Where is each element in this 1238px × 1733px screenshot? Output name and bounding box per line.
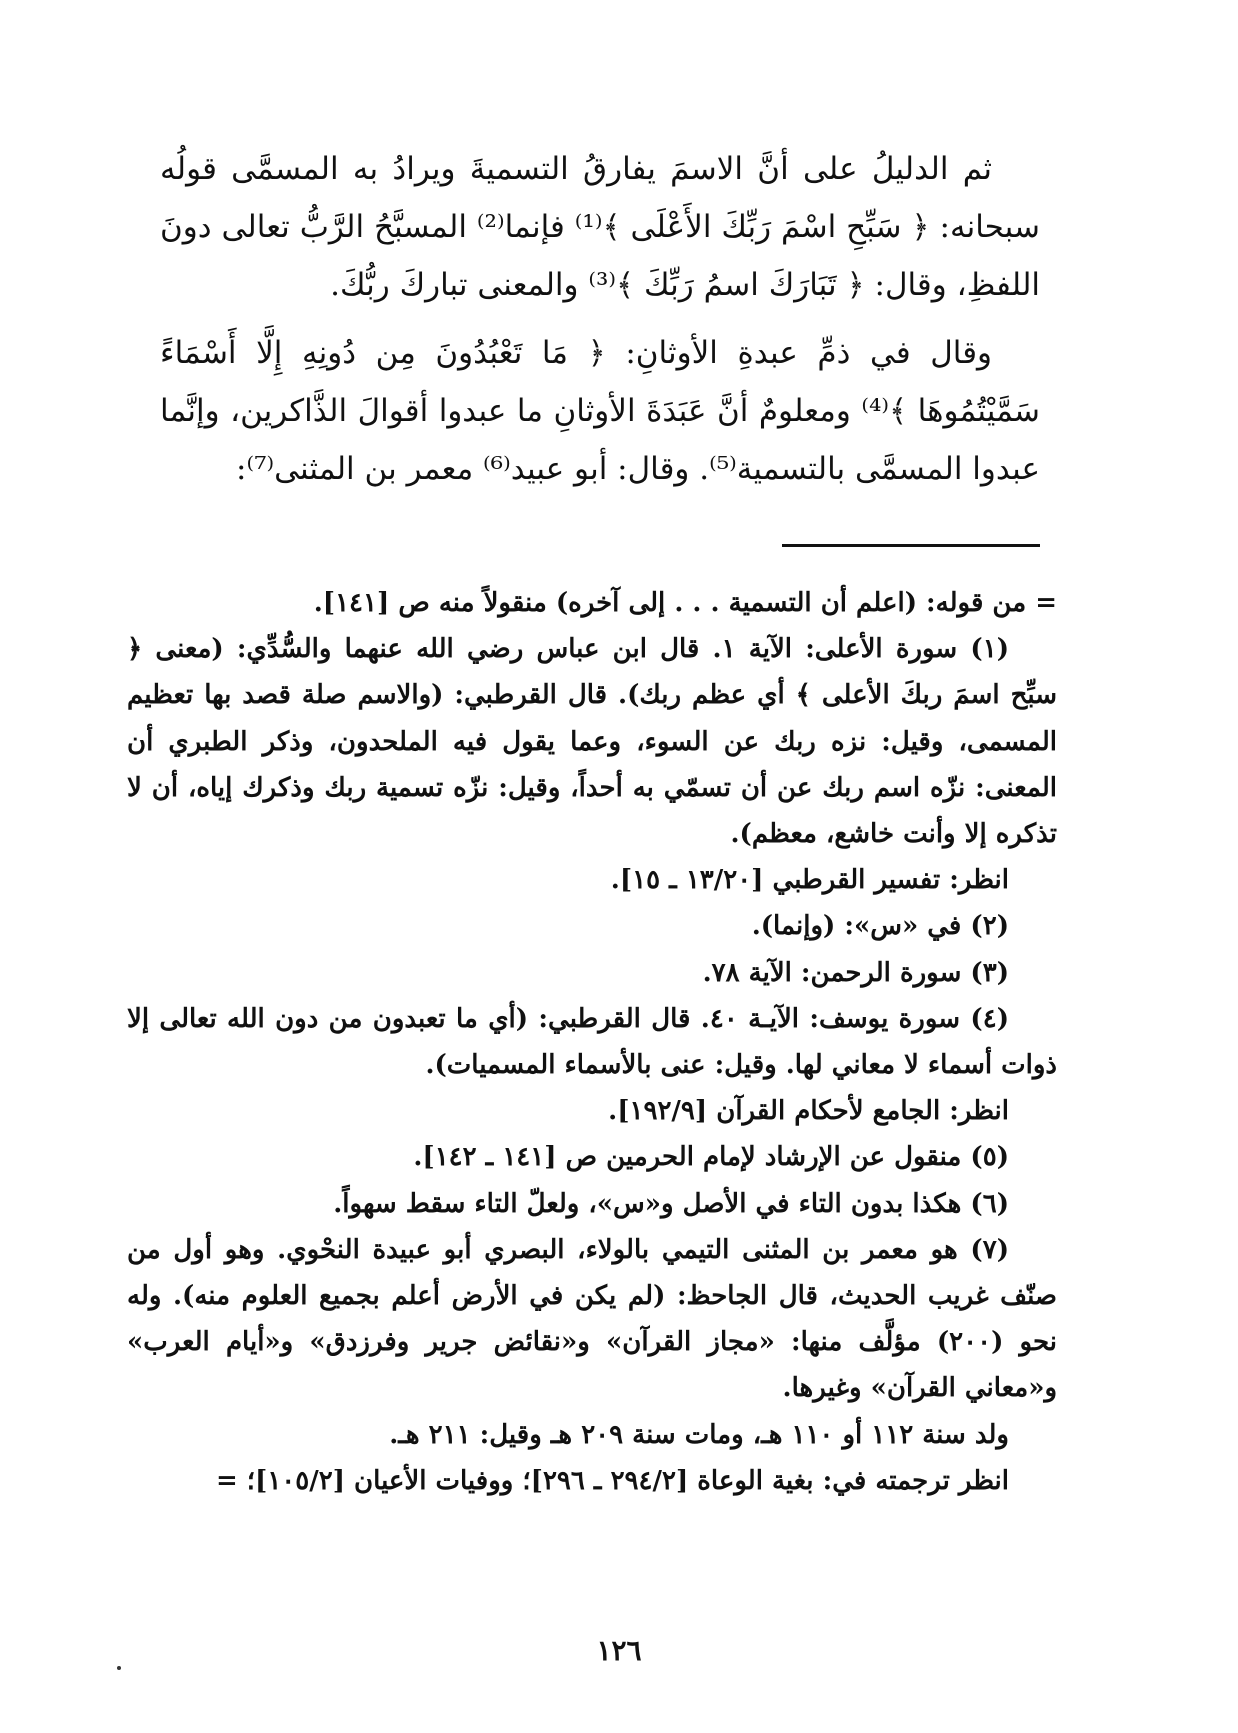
footnote-3: (٣) سورة الرحمن: الآية ٧٨. <box>702 957 1009 988</box>
footnote-1: (١) سورة الأعلى: الآية ١. قال ابن عباس رضي الله عنهما والسُّدِّي: (معنى ﴿ سبِّح اسمَ ربكَ الأعلى ﴾ أي عظم ربك). قال القرطبي: (والاسم صلة قصد بها تعظيم المسمى، وقيل: نزه ربك عن السوء، وعما يقول فيه الملحدون، وذكر الطبري أن المعنى: نزّه اسم ربك عن أن تسمّي به أحداً، وقيل: نزّه تسمية ربك وذكرك إياه، أن لا تذكره إلا وأنت خاشع، معظم). <box>127 634 1057 850</box>
main-paragraph: ثم الدليلُ على أنَّ الاسمَ يفارقُ التسميةَ ويرادُ به المسمَّى قولُه سبحانه: ﴿ سَبِّحِ اسْمَ رَبِّكَ الأَعْلَى ﴾⁽¹⁾ فإنما⁽²⁾ المسبَّحُ الرَّبُّ تعالى دونَ اللفظِ، وقال: ﴿ تَبَارَكَ اسمُ رَبِّكَ ﴾⁽³⁾ والمعنى تباركَ ربُّكَ. <box>160 151 1040 303</box>
footnote-1-reference: انظر: تفسير القرطبي [١٣/٢٠ ـ ١٥]. <box>610 865 1009 896</box>
main-text <box>160 140 1040 498</box>
footnote-continuation: = من قوله: (اعلم أن التسمية . . . إلى آخره) منقولاً منه ص [١٤١]. <box>313 588 1057 618</box>
footnote-5: (٥) منقول عن الإرشاد لإمام الحرمين ص [١٤١ ـ ١٤٢]. <box>413 1142 1009 1173</box>
main-paragraph: وقال في ذمِّ عبدةِ الأوثانِ: ﴿ مَا تَعْبُدُونَ مِن دُونِهِ إِلَّا أَسْمَاءً سَمَّيْتُمُوهَا ﴾⁽⁴⁾ ومعلومٌ أنَّ عَبَدَةَ الأوثانِ ما عبدوا أقوالَ الذَّاكرين، وإنَّما عبدوا المسمَّى بالتسمية⁽⁵⁾. وقال: أبو عبيد⁽⁶⁾ معمر بن المثنى⁽⁷⁾: <box>160 335 1040 487</box>
footnote-4-reference: انظر: الجامع لأحكام القرآن [١٩٢/٩]. <box>608 1096 1009 1127</box>
footnote-2: (٢) في «س»: (وإنما). <box>751 911 1009 942</box>
footnote-7: (٧) هو معمر بن المثنى التيمي بالولاء، البصري أبو عبيدة النحْوي. وهو أول من صنّف غريب الحديث، قال الجاحظ: (لم يكن في الأرض أعلم بجميع العلوم منه). وله نحو (٢٠٠) مؤلَّف منها: «مجاز القرآن» و«نقائض جرير وفرزدق» و«أيام العرب» و«معاني القرآن» وغيرها. <box>127 1234 1057 1404</box>
footnote-6: (٦) هكذا بدون التاء في الأصل و«س»، ولعلّ التاء سقط سهواً. <box>333 1188 1009 1219</box>
page-number: ١٢٦ <box>596 1634 642 1667</box>
scan-speck <box>117 1666 121 1670</box>
footnote-4: (٤) سورة يوسف: الآيـة ٤٠. قال القرطبي: (أي ما تعبدون من دون الله تعالى إلا ذوات أسماء لا معاني لها. وقيل: عنى بالأسماء المسميات). <box>127 1003 1057 1081</box>
footnote-separator <box>782 544 1040 547</box>
footnote-7-reference: انظر ترجمته في: بغية الوعاة [٢٩٤/٢ ـ ٢٩٦]؛ ووفيات الأعيان [١٠٥/٢]؛ = <box>215 1465 1009 1496</box>
footnotes <box>127 580 1057 1504</box>
footnote-7-dates: ولد سنة ١١٢ أو ١١٠ هـ، ومات سنة ٢٠٩ هـ وقيل: ٢١١ هـ. <box>389 1419 1009 1450</box>
